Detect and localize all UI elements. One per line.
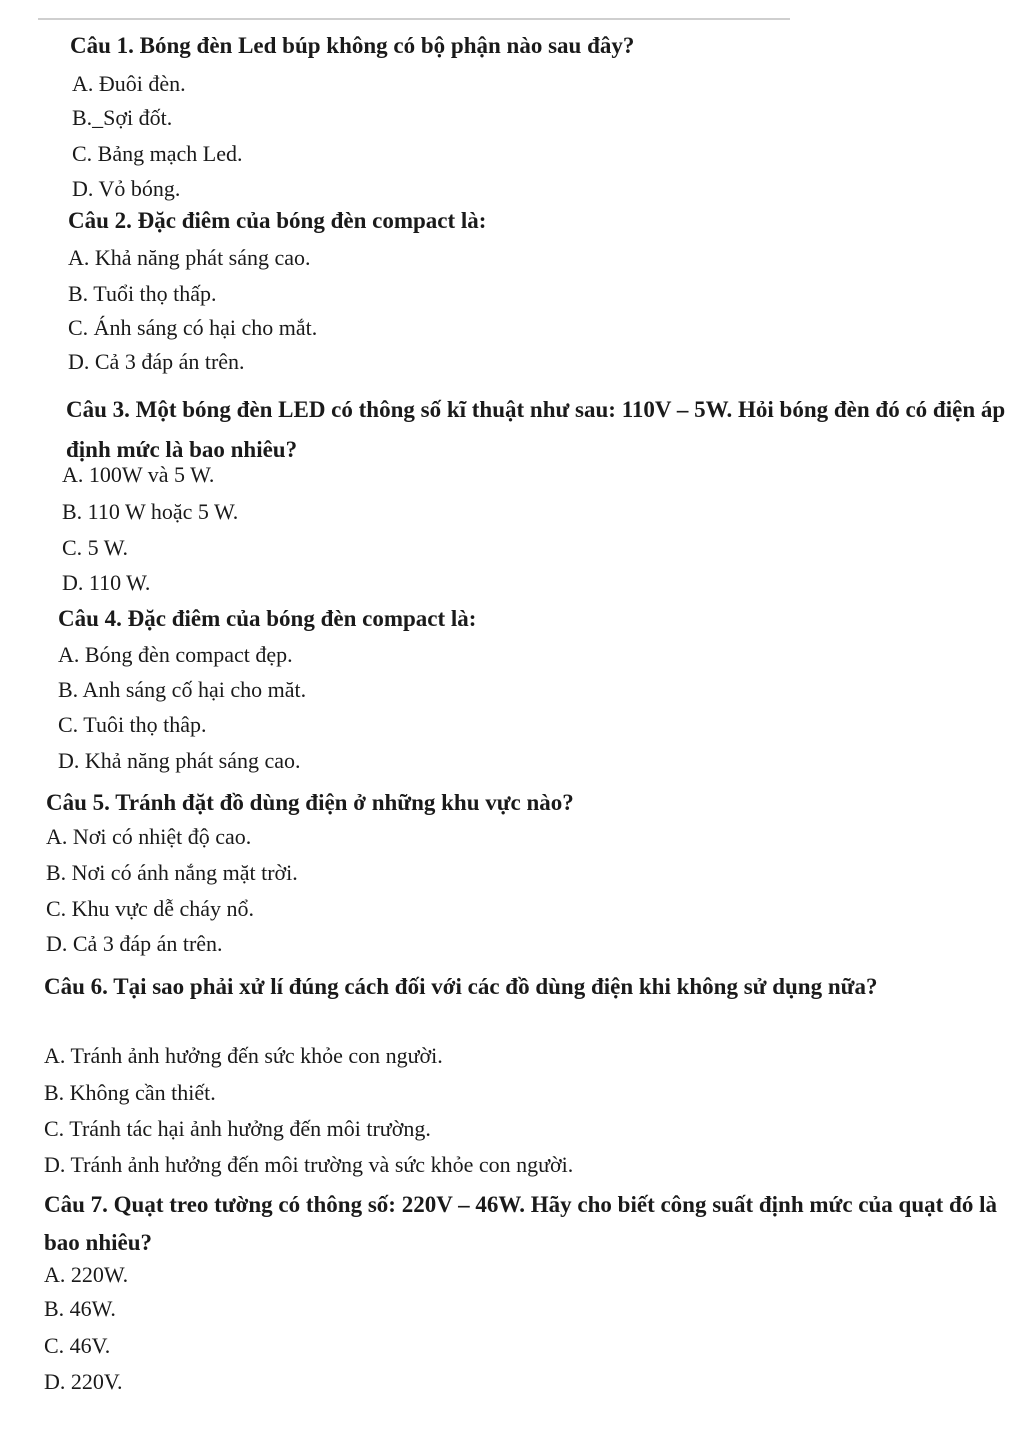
question-3-option-d: D. 110 W. <box>62 570 151 595</box>
question-2-option-a: A. Khả năng phát sáng cao. <box>68 245 311 270</box>
question-4-option-a: A. Bóng đèn compact đẹp. <box>58 642 293 667</box>
question-6-option-d: D. Tránh ảnh hưởng đến môi trường và sức khỏe con người. <box>44 1152 574 1177</box>
question-3-option-a: A. 100W và 5 W. <box>62 462 215 487</box>
question-2-text: Câu 2. Đặc điêm của bóng đèn compact là: <box>68 208 487 233</box>
question-1-option-c: C. Bảng mạch Led. <box>72 141 243 166</box>
question-2-option-b: B. Tuổi thọ thấp. <box>68 281 217 306</box>
question-1-option-d: D. Vỏ bóng. <box>72 176 181 201</box>
question-7-text: Câu 7. Quạt treo tường có thông số: 220V – 46W. Hãy cho biết công suất định mức của quạt đó là bao nhiêu? <box>44 1192 997 1255</box>
question-4-text: Câu 4. Đặc điêm của bóng đèn compact là: <box>58 606 477 631</box>
question-6-option-b: B. Không cần thiết. <box>44 1080 216 1105</box>
question-3-text: Câu 3. Một bóng đèn LED có thông số kĩ thuật như sau: 110V – 5W. Hỏi bóng đèn đó có điện áp định mức là bao nhiêu? <box>66 397 1006 462</box>
question-4-option-d: D. Khả năng phát sáng cao. <box>58 748 301 773</box>
question-5-option-c: C. Khu vực dễ cháy nổ. <box>46 896 255 921</box>
question-5-option-d: D. Cả 3 đáp án trên. <box>46 931 223 956</box>
top-divider <box>38 18 790 20</box>
question-2-option-d: D. Cả 3 đáp án trên. <box>68 349 245 374</box>
question-5-option-a: A. Nơi có nhiệt độ cao. <box>46 824 252 849</box>
question-7-option-d: D. 220V. <box>44 1369 123 1394</box>
question-6-option-c: C. Tránh tác hại ảnh hưởng đến môi trường. <box>44 1116 431 1141</box>
question-3-option-b: B. 110 W hoặc 5 W. <box>62 499 239 524</box>
question-4-option-c: C. Tuôi thọ thâp. <box>58 712 207 737</box>
question-6-text: Câu 6. Tại sao phải xử lí đúng cách đối với các đồ dùng điện khi không sử dụng nữa? <box>44 974 878 999</box>
question-1-option-a: A. Đuôi đèn. <box>72 71 186 96</box>
question-3-option-c: C. 5 W. <box>62 535 129 560</box>
question-1-text: Câu 1. Bóng đèn Led búp không có bộ phận nào sau đây? <box>70 33 635 58</box>
question-7-option-c: C. 46V. <box>44 1333 111 1358</box>
question-7-option-a: A. 220W. <box>44 1262 129 1287</box>
question-1-option-b: B._Sợi đốt. <box>72 105 173 130</box>
question-6-option-a: A. Tránh ảnh hưởng đến sức khỏe con người. <box>44 1043 443 1068</box>
question-5-text: Câu 5. Tránh đặt đồ dùng điện ở những khu vực nào? <box>46 790 574 815</box>
question-7-option-b: B. 46W. <box>44 1296 116 1321</box>
question-5-option-b: B. Nơi có ánh nắng mặt trời. <box>46 860 298 885</box>
question-2-option-c: C. Ánh sáng có hại cho mắt. <box>68 315 318 340</box>
question-4-option-b: B. Anh sáng cố hại cho măt. <box>58 677 307 702</box>
